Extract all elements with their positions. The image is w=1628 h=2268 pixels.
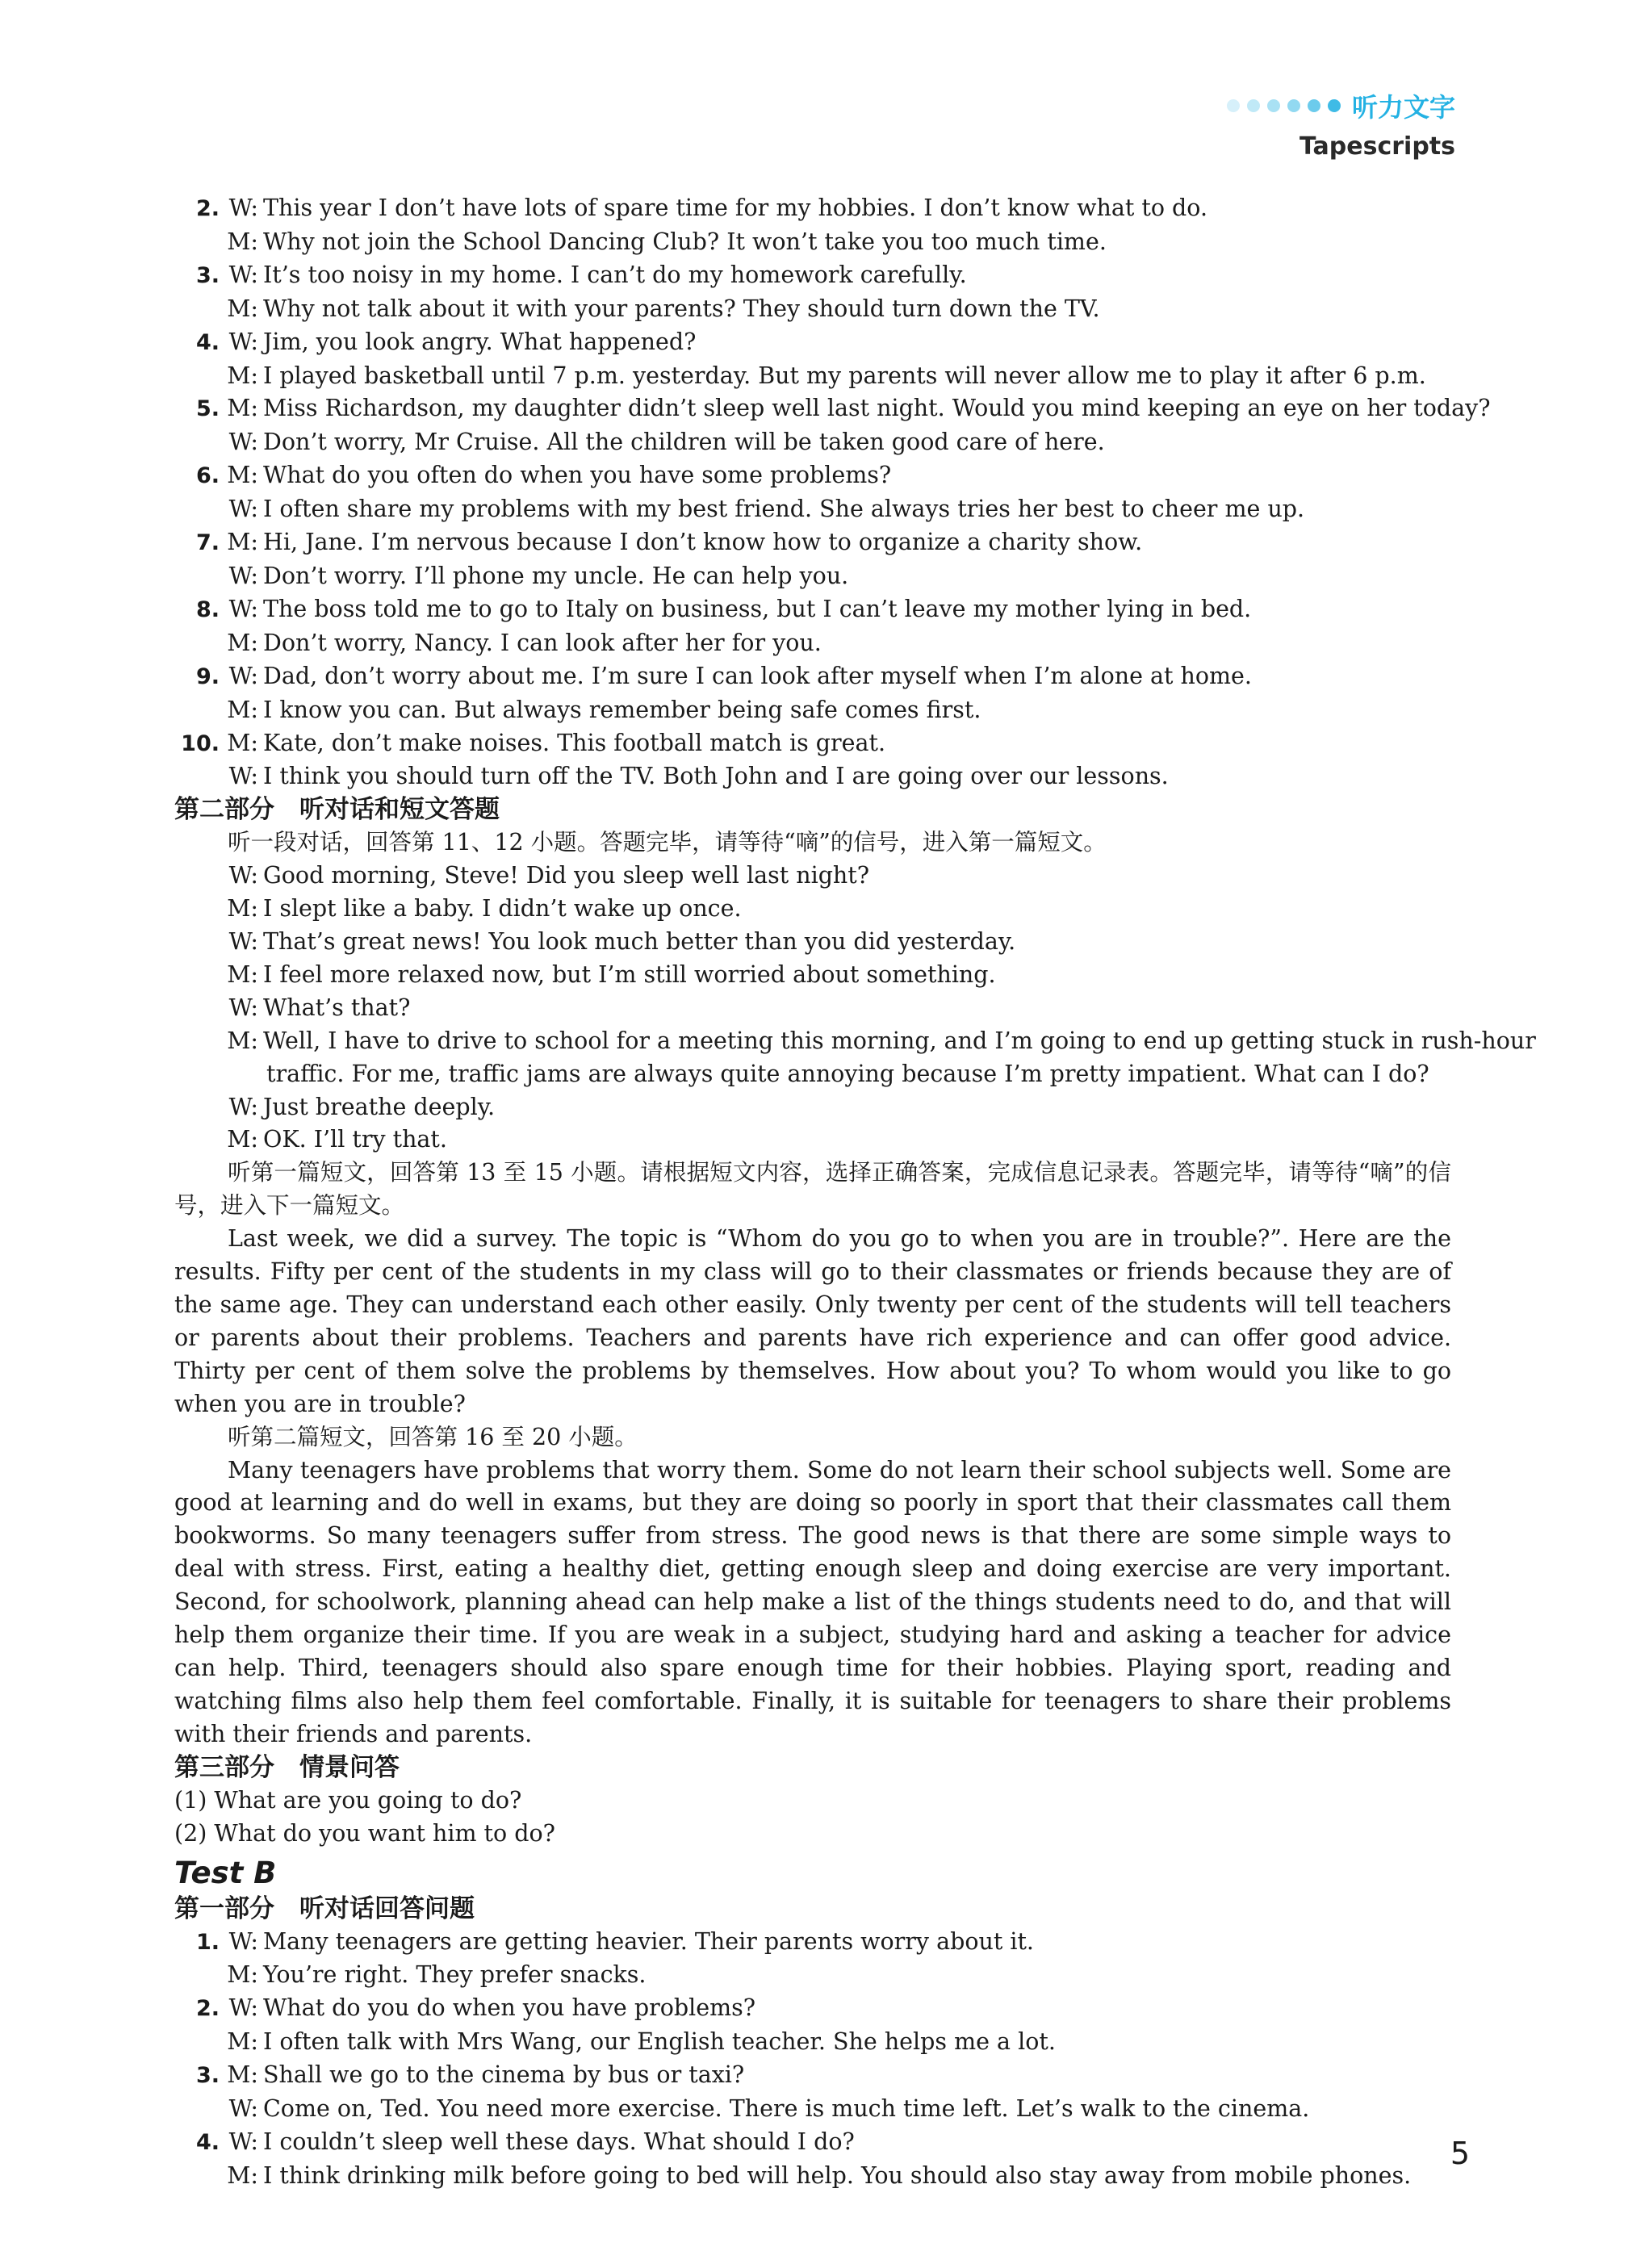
utterance: Many teenagers are getting heavier. Their parents worry about it. xyxy=(263,1927,1034,1955)
utterance: Don’t worry. I’ll phone my uncle. He can help you. xyxy=(263,562,849,589)
tapescript-content xyxy=(174,192,1536,2193)
dialogue-line xyxy=(174,526,1451,560)
dialogue-line xyxy=(174,560,1451,593)
header-title-cn: 听力文字 xyxy=(1351,92,1455,123)
dialogue-line xyxy=(174,926,1451,959)
utterance: I played basketball until 7 p.m. yesterday. But my parents will never allow me to play it after 6 p.m. xyxy=(263,362,1426,389)
utterance: I know you can. But always remember being safe comes first. xyxy=(263,696,981,723)
speaker-label: W: xyxy=(228,328,258,355)
speaker-label: W: xyxy=(228,2128,258,2155)
utterance: That’s great news! You look much better than you did yesterday. xyxy=(263,928,1016,956)
speaker-label: M: xyxy=(227,1126,258,1153)
utterance: Dad, don’t worry about me. I’m sure I can look after myself when I’m alone at home. xyxy=(263,662,1252,689)
part2-dialogue xyxy=(174,860,1536,1157)
speaker-label: M: xyxy=(227,1027,258,1054)
question-number: 3. xyxy=(195,2063,220,2089)
dialogue-line xyxy=(174,1058,1451,1091)
utterance: This year I don’t have lots of spare time for my hobbies. I don’t know what to do. xyxy=(263,195,1208,221)
dialogue-line xyxy=(174,192,1451,226)
part2-intro2: 听第一篇短文，回答第 13 至 15 小题。请根据短文内容，选择正确答案，完成信息记录表。答题完毕，请等待“嘀”的信号，进入下一篇短文。 xyxy=(174,1159,1451,1220)
speaker-label: M: xyxy=(227,2061,258,2089)
utterance: Come on, Ted. You need more exercise. There is much time left. Let’s walk to the cinema. xyxy=(263,2095,1310,2123)
speaker-label: M: xyxy=(227,1961,258,1989)
speaker-label: M: xyxy=(227,629,258,656)
part3-item: (1) What are you going to do? xyxy=(174,1786,522,1814)
utterance: You’re right. They prefer snacks. xyxy=(263,1961,647,1989)
part2-heading: 第二部分 听对话和短文答题 xyxy=(174,795,500,825)
test-b-dialogues xyxy=(174,1926,1451,2193)
utterance: What do you do when you have problems? xyxy=(263,1994,756,2022)
speaker-label: W: xyxy=(228,429,258,456)
speaker-label: W: xyxy=(228,763,258,790)
dialogue-line xyxy=(174,2126,1451,2160)
dialogue-line xyxy=(174,1992,1451,2026)
speaker-label: W: xyxy=(228,862,258,889)
utterance: Miss Richardson, my daughter didn’t sleep well last night. Would you mind keeping an eye on her today? xyxy=(263,395,1491,422)
utterance: I often talk with Mrs Wang, our English teacher. She helps me a lot. xyxy=(263,2028,1056,2056)
utterance: Why not join the School Dancing Club? It won’t take you too much time. xyxy=(263,228,1107,255)
utterance: Jim, you look angry. What happened? xyxy=(263,328,697,355)
dialogue-line xyxy=(174,893,1451,926)
dialogue-line xyxy=(174,360,1451,393)
question-number: 8. xyxy=(195,596,220,622)
dialogue-line xyxy=(174,760,1451,793)
page-header xyxy=(1220,87,1455,161)
part2-intro3: 听第二篇短文，回答第 16 至 20 小题。 xyxy=(228,1423,638,1450)
speaker-label: W: xyxy=(228,2095,258,2123)
part3-heading: 第三部分 情景问答 xyxy=(174,1752,400,1782)
speaker-label: M: xyxy=(227,295,258,322)
dialogue-line xyxy=(174,959,1451,992)
speaker-label: W: xyxy=(228,496,258,523)
speaker-label: W: xyxy=(228,1927,258,1955)
utterance: Kate, don’t make noises. This football match is great. xyxy=(263,729,886,756)
speaker-label: M: xyxy=(227,696,258,723)
header-title-en: Tapescripts xyxy=(1299,132,1455,161)
utterance: It’s too noisy in my home. I can’t do my homework carefully. xyxy=(263,261,967,288)
utterance: Good morning, Steve! Did you sleep well last night? xyxy=(263,862,870,889)
speaker-label: W: xyxy=(228,1093,258,1120)
utterance: traffic. For me, traffic jams are always quite annoying because I’m pretty impatient. What can I do? xyxy=(266,1060,1429,1087)
dialogue-line xyxy=(174,1959,1451,1992)
passage-2: Many teenagers have problems that worry them. Some do not learn their school subjects well. Some are good at learning and do well in exams, but they are doing so poorly in sport that their classmates call them bookworms. So many teenagers suffer from stress. The good news is that there are some simple ways to deal with stress. First, eating a healthy diet, getting enough sleep and doing exercise are very important. Second, for schoolwork, planning ahead can help make a list of the things students need to do, and that will help them organize their time. If you are weak in a subject, studying hard and asking a teacher for advice can help. Third, teenagers should also spare enough time for their hobbies. Playing sport, reading and watching films also help them feel comfortable. Finally, it is suitable for teenagers to share their problems with their friends and parents. xyxy=(174,1456,1451,1747)
question-number: 9. xyxy=(195,663,220,689)
dialogue-line xyxy=(174,860,1451,893)
speaker-label: W: xyxy=(228,562,258,589)
dialogue-line xyxy=(174,1926,1451,1960)
dialogue-line xyxy=(174,2093,1451,2126)
question-number: 4. xyxy=(195,2129,220,2155)
dialogue-line xyxy=(174,326,1451,360)
utterance: What do you often do when you have some problems? xyxy=(263,462,892,489)
utterance: I slept like a baby. I didn’t wake up once. xyxy=(263,895,742,923)
speaker-label: M: xyxy=(227,895,258,923)
dialogue-line xyxy=(174,226,1451,259)
question-number: 6. xyxy=(195,463,220,489)
part1-dialogues xyxy=(174,192,1491,793)
dialogue-line xyxy=(174,493,1451,526)
speaker-label: W: xyxy=(228,994,258,1021)
dialogue-line xyxy=(174,2026,1451,2059)
utterance: I think you should turn off the TV. Both John and I are going over our lessons. xyxy=(263,763,1169,790)
part2-intro1: 听一段对话，回答第 11、12 小题。答题完毕，请等待“嘀”的信号，进入第一篇短文。 xyxy=(228,829,1107,856)
utterance: Why not talk about it with your parents? They should turn down the TV. xyxy=(263,295,1100,322)
speaker-label: W: xyxy=(228,195,258,221)
utterance: Don’t worry, Nancy. I can look after her for you. xyxy=(263,629,822,656)
page-number: 5 xyxy=(1450,2136,1470,2171)
question-number: 4. xyxy=(195,329,220,355)
speaker-label: M: xyxy=(227,729,258,756)
utterance: Shall we go to the cinema by bus or taxi? xyxy=(263,2061,745,2089)
dialogue-line xyxy=(174,259,1451,293)
question-number: 1. xyxy=(195,1929,220,1955)
part3-item: (2) What do you want him to do? xyxy=(174,1819,555,1847)
dialogue-line xyxy=(174,660,1451,694)
test-b-heading: 第一部分 听对话回答问题 xyxy=(174,1893,475,1923)
question-number: 2. xyxy=(195,1996,220,2022)
dialogue-line xyxy=(174,727,1451,761)
passage-1: Last week, we did a survey. The topic is “Whom do you go to when you are in trouble?”. Here are the results. Fifty per cent of the students in my class will go to their classmates or friends because they are of the same age. They can understand each other easily. Only twenty per cent of the students will tell teachers or parents about their problems. Teachers and parents have rich experience and can offer good advice. Thirty per cent of them solve the problems by themselves. How about you? To whom would you like to go when you are in trouble? xyxy=(174,1225,1451,1417)
dialogue-line xyxy=(174,459,1451,493)
question-number: 7. xyxy=(195,530,220,556)
dialogue-line xyxy=(174,1025,1536,1058)
decorative-dots xyxy=(1220,99,1341,112)
question-number: 2. xyxy=(195,196,220,221)
speaker-label: M: xyxy=(227,960,258,988)
question-number: 5. xyxy=(195,396,220,422)
speaker-label: M: xyxy=(227,2028,258,2056)
utterance: Just breathe deeply. xyxy=(263,1093,496,1120)
speaker-label: M: xyxy=(227,529,258,556)
utterance: The boss told me to go to Italy on business, but I can’t leave my mother lying in bed. xyxy=(263,595,1252,622)
utterance: I often share my problems with my best friend. She always tries her best to cheer me up. xyxy=(263,496,1305,523)
utterance: Don’t worry, Mr Cruise. All the children will be taken good care of here. xyxy=(263,429,1105,456)
speaker-label: W: xyxy=(228,928,258,956)
utterance: I think drinking milk before going to bed will help. You should also stay away from mobile phones. xyxy=(263,2161,1412,2189)
speaker-label: M: xyxy=(227,228,258,255)
dialogue-line xyxy=(174,392,1491,426)
utterance: I couldn’t sleep well these days. What should I do? xyxy=(263,2128,855,2155)
speaker-label: W: xyxy=(228,662,258,689)
speaker-label: M: xyxy=(227,2161,258,2189)
question-number: 10. xyxy=(181,730,220,756)
dialogue-line xyxy=(174,2059,1451,2093)
speaker-label: W: xyxy=(228,595,258,622)
speaker-label: M: xyxy=(227,462,258,489)
utterance: What’s that? xyxy=(263,994,411,1021)
speaker-label: M: xyxy=(227,395,258,422)
dialogue-line xyxy=(174,992,1451,1025)
utterance: Hi, Jane. I’m nervous because I don’t know how to organize a charity show. xyxy=(263,529,1143,556)
utterance: OK. I’ll try that. xyxy=(263,1126,447,1153)
dialogue-line xyxy=(174,426,1451,459)
utterance: I feel more relaxed now, but I’m still worried about something. xyxy=(263,960,996,988)
dialogue-line xyxy=(174,293,1451,326)
speaker-label: W: xyxy=(228,261,258,288)
test-b-title: Test B xyxy=(174,1855,277,1890)
utterance: Well, I have to drive to school for a meeting this morning, and I’m going to end up getting stuck in rush-hour xyxy=(263,1027,1536,1054)
dialogue-line xyxy=(174,593,1451,627)
dialogue-line xyxy=(174,1124,1451,1157)
speaker-label: M: xyxy=(227,362,258,389)
dialogue-line xyxy=(174,1091,1451,1124)
speaker-label: W: xyxy=(228,1994,258,2022)
dialogue-line xyxy=(174,694,1451,727)
question-number: 3. xyxy=(195,262,220,288)
dialogue-line xyxy=(174,627,1451,660)
dialogue-line xyxy=(174,2160,1451,2193)
